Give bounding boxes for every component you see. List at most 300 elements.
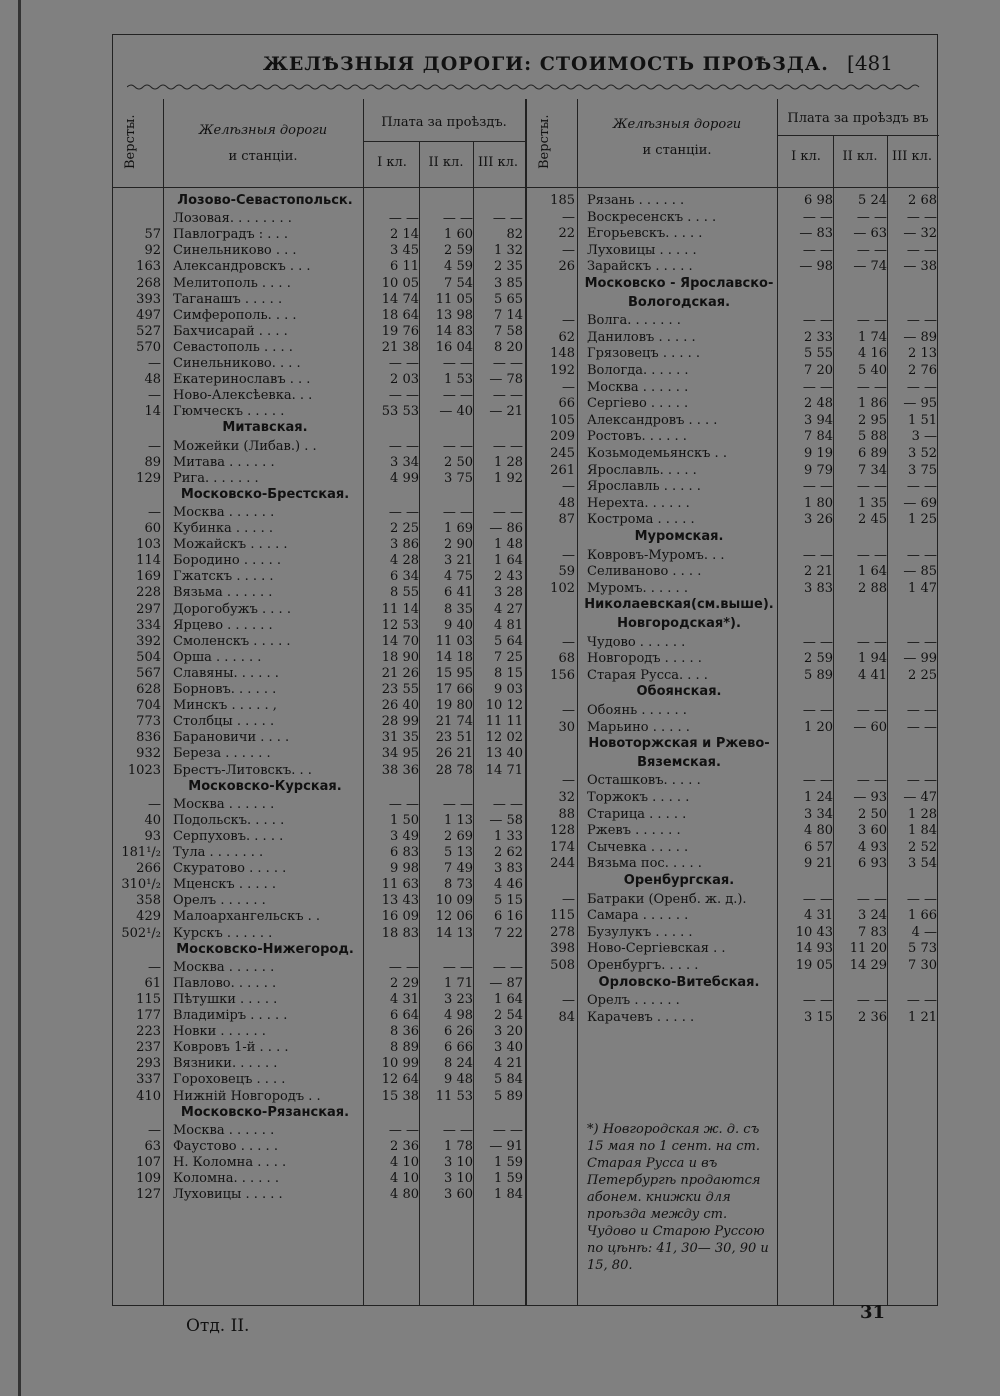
table-row (113, 324, 525, 340)
fare-class1: 14 74 (381, 291, 419, 307)
table-row (113, 404, 525, 420)
fare-class1: 2 14 (390, 227, 419, 243)
station-name: Волга. . . . . . . (587, 313, 681, 329)
table-row (113, 861, 525, 877)
fare-class1: 2 29 (390, 975, 419, 991)
fare-class1: — — (802, 209, 833, 225)
fare-class2: 3 23 (444, 991, 473, 1007)
fare-class3: — — (906, 209, 937, 225)
versts-cell: 48 (558, 495, 575, 511)
fare-class2: — 40 (439, 404, 473, 420)
station-name: Старая Русса. . . . (587, 667, 708, 683)
station-name: Старица . . . . . (587, 806, 687, 822)
table-row (527, 564, 939, 580)
fare-class1: 8 36 (390, 1024, 419, 1040)
station-name: Воскресенскъ . . . . (587, 209, 717, 225)
station-name: Н. Коломна . . . . (173, 1154, 287, 1170)
fare-class2: — 60 (853, 719, 887, 735)
station-name: Смоленскъ . . . . . (173, 633, 291, 649)
fare-class1: 18 64 (381, 307, 419, 323)
station-name: Даниловъ . . . . . (587, 329, 696, 345)
table-row (527, 840, 939, 856)
table-row (113, 1171, 525, 1187)
fare-class1: 7 20 (804, 363, 833, 378)
fare-class2: 15 95 (435, 665, 473, 681)
table-row (527, 581, 939, 597)
table-row (527, 259, 939, 275)
versts-cell: — (148, 356, 161, 371)
fare-class1: — — (802, 703, 833, 718)
table-row (113, 602, 525, 618)
table-row (113, 292, 525, 308)
station-name: Кубинка . . . . . (173, 521, 274, 536)
versts-cell: 502¹/₂ (121, 925, 161, 941)
versts-cell: 63 (144, 1138, 161, 1154)
fare-class3: — — (492, 356, 523, 371)
table-row (113, 455, 525, 471)
fare-class2: 5 88 (858, 429, 887, 445)
table-row (527, 941, 939, 957)
fare-class2: 3 60 (858, 823, 887, 839)
class3-header: III кл. (477, 155, 519, 170)
versts-cell: 169 (136, 569, 161, 585)
fare-class3: 1 59 (494, 1154, 523, 1170)
fare-class3: 5 89 (494, 1088, 523, 1104)
fare-class3: 10 12 (485, 698, 523, 714)
station-name: Вологда. . . . . . (587, 363, 689, 378)
fare-class3: 13 40 (485, 746, 523, 762)
fare-class1: — — (802, 242, 833, 258)
fare-class2: 1 71 (444, 975, 473, 991)
fare-class1: 2 25 (390, 521, 419, 536)
fare-class2: 2 88 (858, 580, 887, 596)
fare-class1: 6 83 (390, 845, 419, 860)
station-name: Александровъ . . . . (587, 412, 718, 428)
versts-cell: 48 (144, 372, 161, 388)
fare-class2: 6 93 (858, 856, 887, 872)
station-name: Береза . . . . . . (173, 746, 271, 762)
fare-class2: 6 41 (444, 585, 473, 601)
versts-cell: 223 (136, 1024, 161, 1040)
versts-cell: 93 (144, 828, 161, 844)
table-row (527, 790, 939, 806)
station-name: Минскъ . . . . . , (173, 698, 277, 714)
fare-class3: — — (906, 719, 937, 735)
station-name: Таганашъ . . . . . (173, 291, 283, 307)
table-row (113, 227, 525, 243)
fare-class1: 3 86 (390, 537, 419, 553)
fare-class1: — — (802, 634, 833, 650)
table-row (527, 856, 939, 872)
fare-class1: 19 05 (795, 958, 833, 973)
fare-class2: — — (442, 211, 473, 227)
fare-class1: 7 84 (804, 429, 833, 445)
fare-class1: 26 40 (381, 698, 419, 714)
fare-class3: 3 — (911, 429, 937, 445)
table-row (527, 380, 939, 396)
fare-class2: 9 40 (444, 617, 473, 633)
station-name: Вязьма пос. . . . . (587, 856, 702, 872)
station-name: Марьино . . . . . (587, 719, 690, 735)
fare-class3: 3 85 (494, 275, 523, 291)
station-name: Тула . . . . . . . (173, 845, 264, 860)
fare-class3: 2 13 (908, 346, 937, 362)
fare-class2: 10 09 (435, 893, 473, 909)
fare-class2: 4 41 (858, 667, 887, 683)
fare-class1: 38 36 (381, 762, 419, 778)
fare-class3: — — (492, 1122, 523, 1138)
station-name: Зарайскъ . . . . . (587, 259, 693, 275)
versts-cell: 293 (136, 1056, 161, 1072)
table-row (113, 1123, 525, 1139)
table-row (113, 1056, 525, 1072)
fare-class1: 2 33 (804, 329, 833, 345)
section-heading: Московско-Нижегород. (176, 941, 354, 957)
fare-class2: 5 13 (444, 845, 473, 860)
station-name: Москва . . . . . . (587, 379, 689, 395)
station-name: Подольскъ. . . . . (173, 812, 285, 828)
fare-header: Плата за проѣздъ. (381, 115, 507, 130)
table-row (527, 892, 939, 908)
station-name: Козьмодемьянскъ . . (587, 446, 727, 461)
table-row (113, 211, 525, 227)
versts-cell: 105 (550, 412, 575, 428)
class3-header-right: III кл. (891, 149, 933, 164)
fare-class1: — — (802, 313, 833, 329)
versts-cell: 87 (558, 512, 575, 528)
fare-class2: 28 78 (435, 762, 473, 778)
fare-class2: — — (442, 504, 473, 520)
table-row (113, 634, 525, 650)
fare-class2: 14 29 (849, 958, 887, 973)
fare-class2: 3 10 (444, 1154, 473, 1170)
fare-class2: — — (856, 479, 887, 495)
station-name: Симферополь. . . . (173, 307, 297, 323)
table-row (113, 243, 525, 259)
fare-class1: 14 93 (795, 941, 833, 957)
fare-class1: 10 99 (381, 1056, 419, 1072)
fare-class3: 2 35 (494, 259, 523, 275)
fare-class3: — 78 (489, 372, 523, 388)
fare-class1: 1 20 (804, 719, 833, 735)
station-name: Можейки (Либав.) . . (173, 438, 317, 454)
station-name: Селиваново . . . . (587, 564, 702, 580)
versts-cell: 148 (550, 346, 575, 362)
table-row (527, 925, 939, 941)
station-name: Барановичи . . . . (173, 730, 290, 746)
fare-class3: 5 64 (494, 633, 523, 649)
roads-header-l1: Желѣзныя дороги (198, 123, 328, 138)
versts-cell: 836 (136, 730, 161, 746)
fare-class1: 3 34 (804, 806, 833, 822)
table-row (113, 1040, 525, 1056)
fare-class1: — — (802, 993, 833, 1009)
fare-class2: — — (442, 438, 473, 454)
class1-header-right: I кл. (791, 149, 821, 164)
station-name: Луховицы . . . . . (587, 242, 697, 258)
section-heading: Муромская. (634, 529, 724, 544)
table-row (527, 330, 939, 346)
fare-class2: 11 20 (849, 941, 887, 957)
versts-cell: 128 (550, 823, 575, 839)
page-number-bottom: 31 (860, 1302, 886, 1323)
versts-cell: 398 (550, 941, 575, 957)
versts-cell: 40 (144, 812, 161, 828)
table-row (113, 259, 525, 275)
versts-cell: 266 (136, 861, 161, 877)
station-name: Рига. . . . . . . (173, 470, 259, 486)
fare-class3: 9 03 (494, 682, 523, 697)
fare-class3: 4 — (911, 924, 937, 940)
fare-class2: 23 51 (435, 730, 473, 746)
fare-class3: 2 68 (908, 193, 937, 208)
station-name: Сергіево . . . . . (587, 396, 689, 412)
fare-class3: 1 25 (908, 512, 937, 528)
fare-class2: — — (856, 313, 887, 329)
station-name: Владиміръ . . . . . (173, 1008, 288, 1023)
table-row (113, 505, 525, 521)
station-name: Кострома . . . . . (587, 512, 695, 528)
fare-class1: 3 26 (804, 512, 833, 528)
fare-class2: 4 75 (444, 569, 473, 585)
page-header (113, 45, 937, 85)
station-name: Сычевка . . . . . (587, 839, 689, 855)
versts-cell: — (148, 438, 161, 454)
station-name: Павлово. . . . . . (173, 975, 277, 991)
versts-cell: 107 (136, 1154, 161, 1170)
table-row (113, 1024, 525, 1040)
fare-class2: 1 64 (858, 564, 887, 580)
fare-class1: 18 83 (381, 925, 419, 941)
page-frame (112, 34, 938, 1306)
station-name: Можайскъ . . . . . (173, 537, 288, 553)
fare-class2: 1 69 (444, 521, 473, 536)
fare-class2: — 93 (853, 790, 887, 805)
versts-header: Версты. (113, 99, 164, 187)
fare-class2: 7 49 (444, 861, 473, 877)
table-row (113, 813, 525, 829)
fare-class1: 4 10 (390, 1154, 419, 1170)
station-name: Пѣтушки . . . . . (173, 991, 278, 1007)
station-name: Ржевъ . . . . . . (587, 823, 681, 839)
fare-class2: — — (856, 209, 887, 225)
fare-class3: 4 81 (494, 617, 523, 633)
fare-class2: 1 86 (858, 396, 887, 412)
fare-class1: 21 38 (381, 339, 419, 355)
table-row (527, 720, 939, 736)
station-name: Митава . . . . . . (173, 454, 275, 470)
versts-cell: 228 (136, 585, 161, 601)
versts-cell: 66 (558, 396, 575, 412)
fare-class3: — — (492, 796, 523, 812)
fare-class2: 1 94 (858, 651, 887, 667)
fare-class1: — — (388, 356, 419, 371)
fare-class3: — — (906, 242, 937, 258)
fare-class3: — 89 (903, 329, 937, 345)
fare-class3: — — (906, 703, 937, 718)
fare-class3: 3 52 (908, 446, 937, 461)
versts-cell: 62 (558, 329, 575, 345)
versts-cell: 102 (550, 580, 575, 596)
fare-class1: 2 59 (804, 651, 833, 667)
fare-class2: 11 03 (435, 633, 473, 649)
versts-cell: 60 (144, 521, 161, 536)
fare-class2: — — (442, 1122, 473, 1138)
versts-cell: 57 (144, 227, 161, 243)
fare-class2: 11 53 (435, 1088, 473, 1104)
table-row (113, 372, 525, 388)
fare-class3: 1 64 (494, 991, 523, 1007)
table-row (527, 193, 939, 209)
table-row (113, 553, 525, 569)
fare-class3: 2 25 (908, 667, 937, 683)
table-row (113, 797, 525, 813)
station-name: Карачевъ . . . . . (587, 1009, 695, 1025)
fare-class2: — — (856, 379, 887, 395)
section-heading: Оренбургская. (623, 873, 735, 888)
class2-header-right: II кл. (842, 149, 878, 164)
fare-class1: 6 57 (804, 839, 833, 855)
fare-class3: 2 76 (908, 363, 937, 378)
fare-class2: 5 24 (858, 193, 887, 208)
station-name: Гжатскъ . . . . . (173, 569, 274, 585)
table-row (113, 1187, 525, 1203)
fare-class3: 1 92 (494, 470, 523, 486)
fare-class3: 1 66 (908, 908, 937, 924)
fare-class2: 9 48 (444, 1072, 473, 1088)
fare-class3: 3 83 (494, 861, 523, 877)
station-name: Ярцево . . . . . . (173, 617, 273, 633)
table-row (113, 926, 525, 942)
fare-class1: 9 21 (804, 856, 833, 872)
station-name: Александровскъ . . . (173, 259, 311, 275)
versts-cell: — (148, 959, 161, 975)
table-row (527, 226, 939, 242)
station-name: Синельниково. . . . (173, 356, 301, 371)
table-row (113, 1008, 525, 1024)
station-name: Новгородъ . . . . . (587, 651, 702, 667)
station-name: Скуратово . . . . . (173, 861, 287, 877)
fare-class3: 82 (506, 227, 523, 243)
station-name: Павлоградъ : . . . (173, 227, 288, 243)
versts-cell: 570 (136, 339, 161, 355)
fare-class1: 21 26 (381, 665, 419, 681)
versts-cell: 310¹/₂ (121, 877, 161, 893)
versts-cell: — (148, 388, 161, 404)
fare-class3: 1 28 (908, 806, 937, 822)
fare-class1: — — (388, 388, 419, 404)
versts-cell: 261 (550, 462, 575, 478)
fare-class1: 12 53 (381, 617, 419, 633)
versts-cell: 92 (144, 243, 161, 259)
versts-cell: 115 (550, 908, 575, 924)
table-row (113, 308, 525, 324)
fare-class2: 1 35 (858, 495, 887, 511)
section-label: Отд. II. (186, 1316, 250, 1336)
station-name: Вязьма . . . . . . (173, 585, 273, 601)
versts-cell: 181¹/₂ (121, 845, 161, 860)
fare-class1: 10 43 (795, 924, 833, 940)
fare-class3: — 58 (489, 812, 523, 828)
versts-cell: 26 (558, 259, 575, 275)
table-row (113, 909, 525, 925)
versts-cell: 567 (136, 665, 161, 681)
versts-cell: — (562, 313, 575, 329)
fare-class3: 8 15 (494, 665, 523, 681)
versts-cell: 268 (136, 275, 161, 291)
fare-class2: 1 13 (444, 812, 473, 828)
fare-class2: 2 45 (858, 512, 887, 528)
station-name: Борновъ. . . . . . (173, 682, 277, 697)
versts-cell: 209 (550, 429, 575, 445)
versts-cell: 103 (136, 537, 161, 553)
table-row (527, 210, 939, 226)
fare-class2: 2 59 (444, 243, 473, 259)
station-name: Дорогобужъ . . . . (173, 601, 291, 617)
fare-class3: 7 58 (494, 323, 523, 339)
fare-class1: — 83 (799, 226, 833, 242)
versts-cell: — (562, 891, 575, 907)
station-name: Севастополь . . . . (173, 339, 293, 355)
fare-class1: 6 34 (390, 569, 419, 585)
fare-class3: 11 11 (485, 714, 523, 730)
fare-class1: — 98 (799, 259, 833, 275)
station-name: Торжокъ . . . . . (587, 790, 690, 805)
versts-cell: 244 (550, 856, 575, 872)
table-row (113, 976, 525, 992)
versts-cell: 358 (136, 893, 161, 909)
station-name: Обоянь . . . . . . (587, 703, 687, 718)
fare-class2: 1 78 (444, 1138, 473, 1154)
station-name: Малоархангельскъ . . (173, 909, 321, 925)
fare-class3: — — (906, 379, 937, 395)
station-name: Ростовъ. . . . . . (587, 429, 687, 445)
versts-cell: — (562, 379, 575, 395)
fare-header-right: Плата за проѣздъ въ (787, 111, 929, 126)
table-row (113, 356, 525, 372)
table-row (527, 313, 939, 329)
fare-class3: 2 43 (494, 569, 523, 585)
fare-class2: 3 21 (444, 553, 473, 569)
fare-class2: 12 06 (435, 909, 473, 925)
table-row (113, 618, 525, 634)
table-row (113, 569, 525, 585)
fare-class3: 3 54 (908, 856, 937, 872)
fare-class3: — 87 (489, 975, 523, 991)
fare-class1: 3 45 (390, 243, 419, 259)
fare-class2: — — (856, 634, 887, 650)
fare-class3: 4 46 (494, 877, 523, 893)
fare-class1: 12 64 (381, 1072, 419, 1088)
table-row (113, 537, 525, 553)
fare-class1: 10 05 (381, 275, 419, 291)
fare-class3: — 38 (903, 259, 937, 275)
table-row (113, 650, 525, 666)
table-row (527, 908, 939, 924)
fare-class2: — — (856, 703, 887, 718)
fare-class1: 1 50 (390, 812, 419, 828)
station-name: Нерехта. . . . . . (587, 495, 690, 511)
versts-cell: 237 (136, 1040, 161, 1056)
table-row (113, 845, 525, 861)
station-name: Екатеринославъ . . . (173, 372, 311, 388)
fare-class1: 31 35 (381, 730, 419, 746)
table-row (527, 496, 939, 512)
table-row (113, 730, 525, 746)
fare-class1: — — (802, 479, 833, 495)
station-name: Столбцы . . . . . (173, 714, 275, 730)
fare-class2: 17 66 (435, 682, 473, 697)
